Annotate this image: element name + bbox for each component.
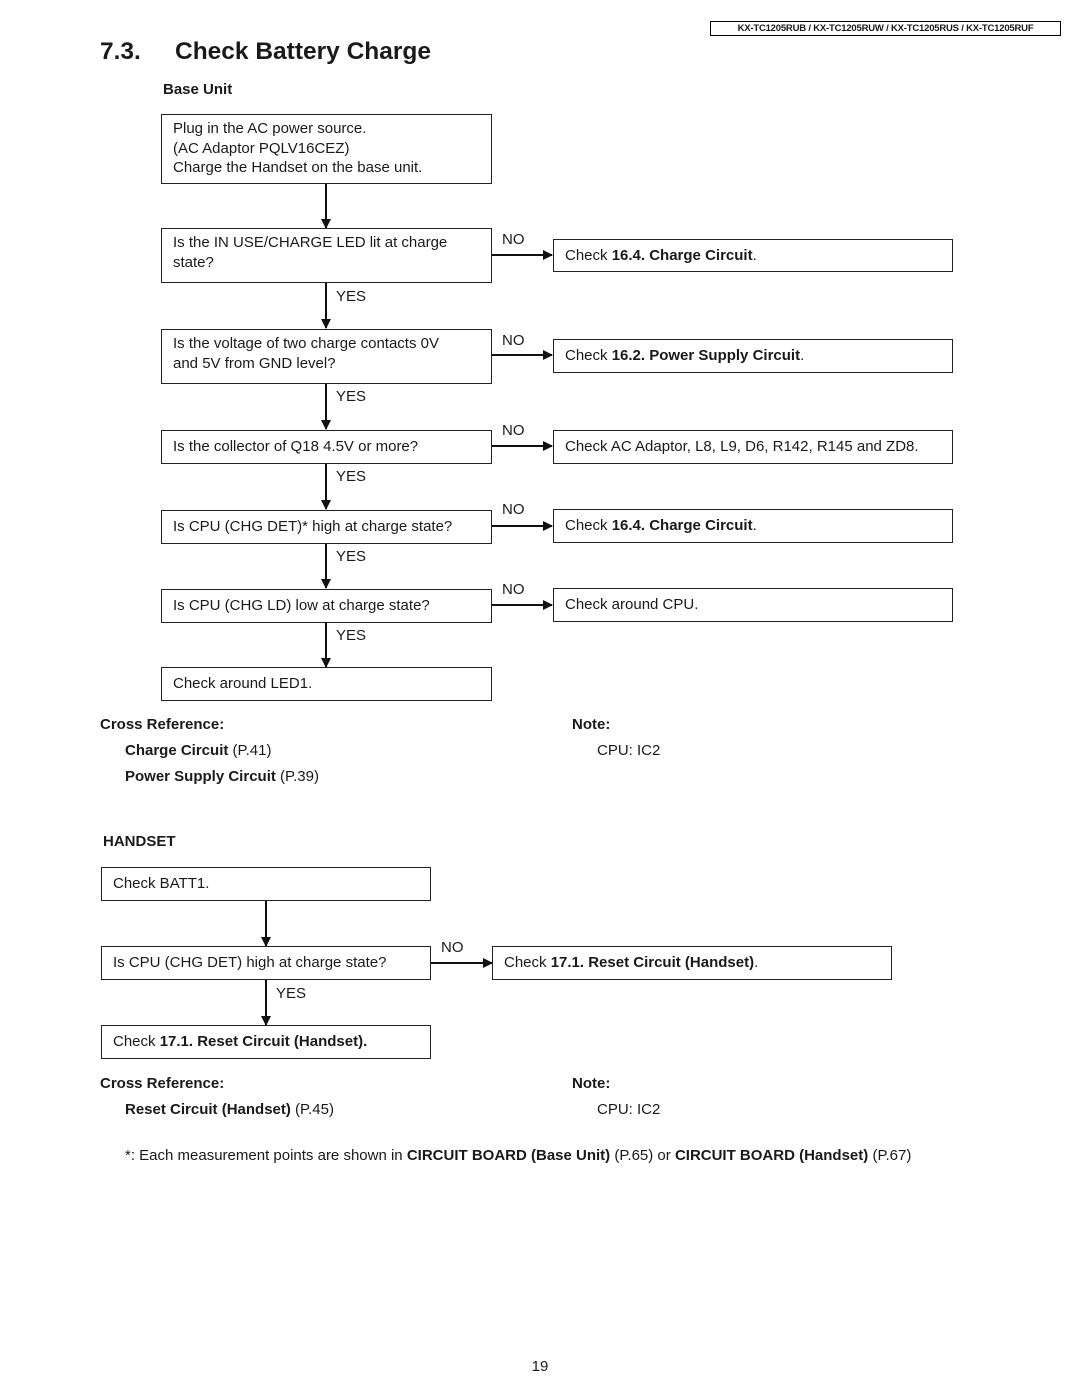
yes-label: YES xyxy=(336,388,367,405)
action-reference: 17.1. Reset Circuit (Handset) xyxy=(550,954,755,972)
action-text: Check around CPU. xyxy=(565,596,699,614)
no-label: NO xyxy=(502,501,525,518)
action-reference: 16.2. Power Supply Circuit xyxy=(611,347,801,365)
action-prefix: Check xyxy=(504,954,551,972)
cross-reference-heading: Cross Reference: xyxy=(100,716,225,733)
footnote-ref-handset: CIRCUIT BOARD (Handset) xyxy=(674,1147,869,1164)
action-reference: 16.4. Charge Circuit xyxy=(611,517,753,535)
footnote-text-3: (P.67) xyxy=(868,1147,912,1164)
start-line-1: Plug in the AC power source. xyxy=(173,120,367,137)
question-text: Is CPU (CHG DET) high at charge state? xyxy=(113,954,387,972)
handset-heading: HANDSET xyxy=(103,833,176,850)
page-number: 19 xyxy=(531,1358,549,1375)
note-heading: Note: xyxy=(572,1075,611,1092)
note-heading: Note: xyxy=(572,716,611,733)
action-box-charge-circuit xyxy=(553,239,953,272)
handset-question-box xyxy=(101,946,431,980)
yes-label: YES xyxy=(336,627,367,644)
cross-reference-name: Reset Circuit (Handset) xyxy=(125,1101,291,1118)
handset-end-box xyxy=(101,1025,431,1059)
action-suffix: . xyxy=(752,246,757,264)
section-number: 7.3. xyxy=(100,38,141,65)
action-box-power-supply xyxy=(553,339,953,373)
action-prefix: Check xyxy=(565,347,612,365)
yes-label: YES xyxy=(276,985,307,1002)
end-text: Check around LED1. xyxy=(173,675,313,693)
end-reference: 17.1. Reset Circuit (Handset). xyxy=(159,1033,368,1051)
question-box-chg-det xyxy=(161,510,492,544)
cross-reference-heading: Cross Reference: xyxy=(100,1075,225,1092)
footnote-ref-base-unit: CIRCUIT BOARD (Base Unit) xyxy=(406,1147,611,1164)
yes-label: YES xyxy=(336,548,367,565)
footnote-text-2: (P.65) or xyxy=(610,1147,675,1164)
base-unit-heading: Base Unit xyxy=(163,81,233,98)
action-box-check-cpu xyxy=(553,588,953,622)
action-suffix: . xyxy=(800,347,805,365)
action-suffix: . xyxy=(754,954,759,972)
no-label: NO xyxy=(502,332,525,349)
model-numbers: KX-TC1205RUB / KX-TC1205RUW / KX-TC1205RUS / KX-TC1205RUF xyxy=(710,21,1061,36)
footnote xyxy=(125,1147,911,1164)
cross-reference-name: Power Supply Circuit xyxy=(125,768,276,785)
cross-reference-item xyxy=(125,742,271,759)
question-line-2: state? xyxy=(173,253,214,271)
note-text: CPU: IC2 xyxy=(597,1101,661,1118)
yes-label: YES xyxy=(336,468,367,485)
question-box-chg-ld xyxy=(161,589,492,623)
yes-label: YES xyxy=(336,288,367,305)
no-label: NO xyxy=(502,422,525,439)
question-box-voltage xyxy=(161,329,492,384)
no-label: NO xyxy=(502,581,525,598)
action-box-charge-circuit xyxy=(553,509,953,543)
question-box-led xyxy=(161,228,492,283)
action-suffix: . xyxy=(752,517,757,535)
no-label: NO xyxy=(502,231,525,248)
handset-start-box xyxy=(101,867,431,901)
note-text: CPU: IC2 xyxy=(597,742,661,759)
end-prefix: Check xyxy=(113,1033,160,1051)
cross-reference-name: Charge Circuit xyxy=(125,742,229,759)
question-text: Is CPU (CHG LD) low at charge state? xyxy=(173,597,430,615)
cross-reference-item xyxy=(125,1101,334,1118)
handset-start-text: Check BATT1. xyxy=(113,875,210,893)
action-box-ac-adaptor xyxy=(553,430,953,464)
question-box-q18 xyxy=(161,430,492,464)
section-title: Check Battery Charge xyxy=(175,38,431,65)
footnote-text-1: *: Each measurement points are shown in xyxy=(125,1147,407,1164)
cross-reference-page: (P.39) xyxy=(280,768,319,785)
no-label: NO xyxy=(441,939,464,956)
action-reference: 16.4. Charge Circuit xyxy=(611,246,753,264)
question-text: Is the collector of Q18 4.5V or more? xyxy=(173,438,419,456)
start-line-2: (AC Adaptor PQLV16CEZ) xyxy=(173,139,350,157)
start-line-3: Charge the Handset on the base unit. xyxy=(173,159,423,176)
start-box xyxy=(161,114,492,184)
end-box-led1 xyxy=(161,667,492,701)
handset-action-box-reset-circuit xyxy=(492,946,892,980)
question-line-1: Is the voltage of two charge contacts 0V xyxy=(173,335,439,352)
question-line-2: and 5V from GND level? xyxy=(173,354,336,372)
action-prefix: Check xyxy=(565,517,612,535)
question-line-1: Is the IN USE/CHARGE LED lit at charge xyxy=(173,234,448,251)
cross-reference-page: (P.41) xyxy=(232,742,272,759)
cross-reference-page: (P.45) xyxy=(295,1101,334,1118)
question-text: Is CPU (CHG DET)* high at charge state? xyxy=(173,518,453,536)
action-text: Check AC Adaptor, L8, L9, D6, R142, R145 and ZD8. xyxy=(565,438,919,456)
cross-reference-item xyxy=(125,768,319,785)
action-prefix: Check xyxy=(565,246,612,264)
